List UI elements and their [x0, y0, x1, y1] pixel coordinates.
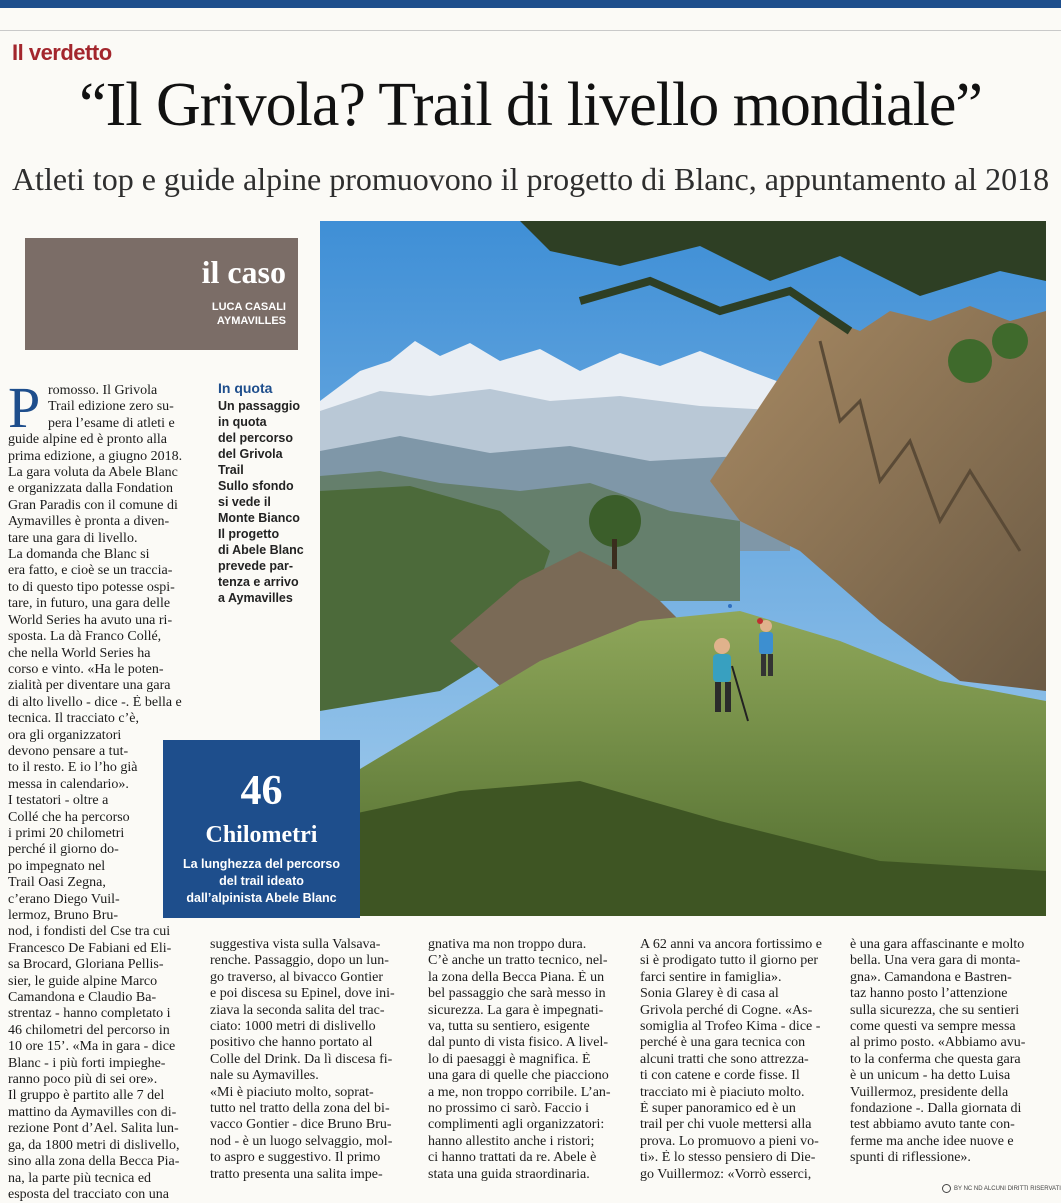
- article-line: to il resto. E io l’ho già: [8, 760, 138, 776]
- article-line: ti con catene e corde fisse. Il: [640, 1068, 800, 1084]
- article-line: somiglia al Trofeo Kima - dice -: [640, 1019, 821, 1035]
- fact-description-line: La lunghezza del percorso: [183, 857, 340, 871]
- article-line: è una gara affascinante e molto: [850, 937, 1025, 952]
- article-line: come questi va sempre messa: [850, 1019, 1016, 1035]
- article-line: tecnica. Il tracciato c’è,: [8, 711, 139, 727]
- article-line: sier, le guide alpine Marco: [8, 973, 158, 989]
- article-line: lo di paesaggi è magnifica. È: [428, 1051, 591, 1067]
- article-column-5: [850, 937, 1048, 1167]
- article-line: a me, non troppo corribile. L’an-: [428, 1084, 611, 1100]
- article-line: taz hanno posto l’attenzione: [850, 986, 1008, 1002]
- article-line: Sonia Glarey è di casa al: [640, 986, 779, 1002]
- article-line: spunti di riflessione».: [850, 1150, 971, 1166]
- article-line: sicurezza. La gara è impegnati-: [428, 1002, 604, 1018]
- article-line: lermoz, Bruno Bru-: [8, 908, 119, 923]
- article-line: Francesco De Fabiani ed Eli-: [8, 940, 172, 956]
- article-line: trail per chi vuole mettersi alla: [640, 1117, 812, 1133]
- author-name: LUCA CASALI: [211, 301, 286, 313]
- article-line: che nella World Series ha: [8, 645, 151, 661]
- article-line: gnativa ma non troppo dura.: [428, 937, 587, 952]
- article-line: una gara di quelle che piacciono: [428, 1068, 609, 1084]
- article-line: farci sentire in famiglia».: [640, 969, 782, 985]
- caption-line: a Aymavilles: [218, 591, 293, 605]
- article-line: c’erano Diego Vuil-: [8, 891, 120, 907]
- headline: “Il Grivola? Trail di livello mondiale”: [79, 71, 982, 139]
- article-column-4: [640, 937, 840, 1183]
- article-line: ci hanno trattati da re. Abele è: [428, 1150, 597, 1166]
- article-line: alcuni tratti che sono attrezza-: [640, 1051, 809, 1067]
- article-line: dal punto di vista fisico. A livel-: [428, 1035, 609, 1051]
- article-line: guide alpine ed è pronto alla: [8, 432, 167, 448]
- article-line: A 62 anni va ancora fortissimo e: [640, 937, 822, 952]
- article-line: i primi 20 chilometri: [8, 825, 125, 841]
- article-line: to la conferma che questa gara: [850, 1051, 1021, 1067]
- article-line: tracciato mi è piaciuto molto.: [640, 1084, 805, 1100]
- article-line: sa Brocard, Gloriana Pellis-: [8, 957, 164, 973]
- article-line: sulla sicurezza, che su sentieri: [850, 1002, 1020, 1018]
- article-line: ti». È lo stesso pensiero di Die-: [640, 1150, 816, 1166]
- article-line: zialità per diventare una gara: [8, 678, 171, 694]
- article-line: Trail Oasi Zegna,: [8, 875, 106, 891]
- article-line: go Vuillermoz: «Vorrò esserci,: [640, 1166, 812, 1182]
- article-line: Camandona e Claudio Ba-: [8, 990, 157, 1006]
- article-line: Aymavilles è pronta a diven-: [8, 514, 170, 530]
- case-box: [25, 238, 298, 350]
- caption-line: di Abele Blanc: [218, 543, 304, 557]
- article-line: La domanda che Blanc si: [8, 547, 150, 563]
- trail-photo: [320, 221, 1046, 916]
- article-line: esposta del tracciato con una: [8, 1186, 169, 1202]
- article-line: rezione Pont d’Ael. Salita lun-: [8, 1121, 179, 1137]
- article-line: di alto livello - dice -. È bella e: [8, 694, 182, 710]
- article-line: C’è anche un tratto tecnico, nel-: [428, 953, 608, 969]
- article-line: to aspro e suggestivo. Il primo: [210, 1150, 381, 1166]
- article-line: tutto nel tratto della zona del bi-: [210, 1101, 390, 1117]
- article-line: ziava la seconda salita del trac-: [210, 1002, 385, 1018]
- top-color-bar: [0, 0, 1061, 8]
- article-line: vacco Gontier - dice Bruno Bru-: [210, 1117, 392, 1133]
- article-line: mattino da Aymavilles con di-: [8, 1104, 177, 1120]
- article-line: La gara voluta da Abele Blanc: [8, 465, 178, 481]
- article-line: nale su Aymavilles.: [210, 1068, 319, 1084]
- article-line: messa in calendario».: [8, 776, 129, 792]
- article-line: bella. Una vera gara di monta-: [850, 953, 1021, 969]
- article-line: nod - è un luogo selvaggio, mol-: [210, 1133, 393, 1149]
- article-line: renche. Passaggio, dopo un lun-: [210, 953, 389, 969]
- creative-commons-icon: [942, 1184, 951, 1193]
- article-line: ciato: 1000 metri di dislivello: [210, 1019, 376, 1035]
- article-line: Il gruppo è partito alle 7 del: [8, 1088, 165, 1104]
- article-line: perché il giorno do-: [8, 842, 119, 858]
- article-line: e organizzata dalla Fondation: [8, 481, 173, 497]
- caption-line: del Grivola: [218, 447, 283, 461]
- article-line: perché è una gara tecnica con: [640, 1035, 806, 1051]
- article-line: ferme ma anche idee nuove e: [850, 1133, 1014, 1149]
- article-line: Grivola perché di Cogne. «As-: [640, 1002, 813, 1018]
- article-line: na, la parte più tecnica ed: [8, 1170, 152, 1186]
- article-line: go traverso, al bivacco Gontier: [210, 969, 383, 985]
- article-line: va, tutta su sentiero, esigente: [428, 1019, 590, 1035]
- article-line: era fatto, e cioè se un traccia-: [8, 563, 173, 579]
- license-credit: [942, 1184, 1061, 1193]
- drop-cap: P: [8, 375, 41, 440]
- subheadline: Atleti top e guide alpine promuovono il progetto di Blanc, appuntamento al 2018: [11, 161, 1050, 197]
- article-line: Colle del Drink. Da lì discesa fi-: [210, 1051, 393, 1067]
- article-line: si è prodigato tutto il giorno per: [640, 953, 819, 969]
- kicker: Il verdetto: [12, 40, 112, 65]
- article-line: Collé che ha percorso: [8, 809, 130, 825]
- caption-line: Trail: [218, 463, 244, 477]
- fact-unit: Chilometri: [205, 822, 318, 848]
- article-line: complimenti agli organizzatori:: [428, 1117, 605, 1133]
- article-line: «Mi è piaciuto molto, soprat-: [210, 1084, 374, 1100]
- article-line: sposta. La dà Franco Collé,: [8, 629, 162, 645]
- article-line: no prossimo ci sarò. Faccio i: [428, 1101, 589, 1117]
- article-line: prima edizione, a giugno 2018.: [8, 448, 183, 464]
- fact-description-line: del trail ideato: [219, 874, 304, 888]
- article-line: corso e vinto. «Ha le poten-: [8, 661, 164, 677]
- article-line: tare una gara di livello.: [8, 530, 138, 546]
- caption-line: tenza e arrivo: [218, 575, 299, 589]
- caption-line: Monte Bianco: [218, 511, 300, 525]
- article-line: prova. Lo promuovo a pieni vo-: [640, 1133, 819, 1149]
- article-line: to di questo tipo potesse ospi-: [8, 579, 175, 595]
- article-line: ora gli organizzatori: [8, 727, 122, 743]
- article-column-2: [210, 937, 415, 1183]
- article-line: devono pensare a tut-: [8, 743, 129, 759]
- article-line: strentaz - hanno completato i: [8, 1006, 171, 1022]
- article-line: ranno poco più di sei ore».: [8, 1072, 158, 1088]
- article-line: 46 chilometri del percorso in: [8, 1022, 170, 1038]
- article-line: la zona della Becca Piana. È un: [428, 969, 605, 985]
- article-line: tare, in futuro, una gara delle: [8, 596, 171, 612]
- caption-title: In quota: [218, 380, 273, 396]
- article-line: gna». Camandona e Bastren-: [850, 969, 1012, 985]
- caption-line: Il progetto: [218, 527, 280, 541]
- top-rule: [0, 30, 1061, 31]
- article-line: stata una guida straordinaria.: [428, 1166, 590, 1182]
- article-line: Blanc - i più forti impieghe-: [8, 1055, 166, 1071]
- article-line: tratto presenta una salita impe-: [210, 1166, 383, 1182]
- article-line: I testatori - oltre a: [8, 793, 109, 809]
- article-line: e poi discesa su Epinel, dove ini-: [210, 986, 395, 1002]
- article-line: nod, i fondisti del Cse tra cui: [8, 924, 171, 940]
- caption-line: prevede par-: [218, 559, 294, 573]
- article-line: romosso. Il Grivola: [48, 383, 158, 398]
- article-line: World Series ha avuto una ri-: [8, 612, 173, 628]
- case-title: il caso: [201, 254, 286, 290]
- article-line: positivo che hanno portato al: [210, 1035, 373, 1051]
- caption-line: Sullo sfondo: [218, 479, 294, 493]
- photo-caption: [218, 380, 304, 606]
- article-line: È super panoramico ed è un: [640, 1101, 796, 1117]
- article-column-3: [428, 937, 633, 1183]
- article-line: al primo posto. «Abbiamo avu-: [850, 1035, 1026, 1051]
- article-column-1: [8, 383, 204, 1203]
- article-line: pera l’esame di atleti e: [48, 415, 175, 431]
- article-line: 10 ore 15’. «Ma in gara - dice: [8, 1039, 176, 1055]
- article-line: Vuillermoz, presidente della: [850, 1084, 1009, 1100]
- caption-line: del percorso: [218, 431, 294, 445]
- mountain-landscape-image: [320, 221, 1046, 916]
- article-line: è un unicum - ha detto Luisa: [850, 1068, 1011, 1084]
- caption-line: in quota: [218, 415, 267, 429]
- article-line: bel passaggio che sarà messo in: [428, 986, 606, 1002]
- license-text: BY NC ND ALCUNI DIRITTI RISERVATI: [954, 1186, 1061, 1193]
- article-line: Trail edizione zero su-: [48, 399, 174, 415]
- article-line: fondazione -. Dalla giornata di: [850, 1101, 1022, 1117]
- article-line: Gran Paradis con il comune di: [8, 497, 178, 513]
- article-line: hanno allestito anche i ristori;: [428, 1133, 595, 1149]
- article-line: test abbiamo avuto tante con-: [850, 1117, 1015, 1133]
- article-line: ga, da 1800 metri di dislivello,: [8, 1137, 180, 1153]
- fact-number: 46: [240, 768, 283, 814]
- caption-line: si vede il: [218, 495, 271, 509]
- article-line: po impegnato nel: [8, 858, 106, 874]
- article-line: suggestiva vista sulla Valsava-: [210, 937, 381, 952]
- runner-figure: [759, 620, 773, 676]
- caption-line: Un passaggio: [218, 399, 300, 413]
- author-place: AYMAVILLES: [216, 315, 286, 327]
- article-line: sino alla zona della Becca Pia-: [8, 1154, 180, 1170]
- fact-description-line: dall’alpinista Abele Blanc: [186, 891, 337, 905]
